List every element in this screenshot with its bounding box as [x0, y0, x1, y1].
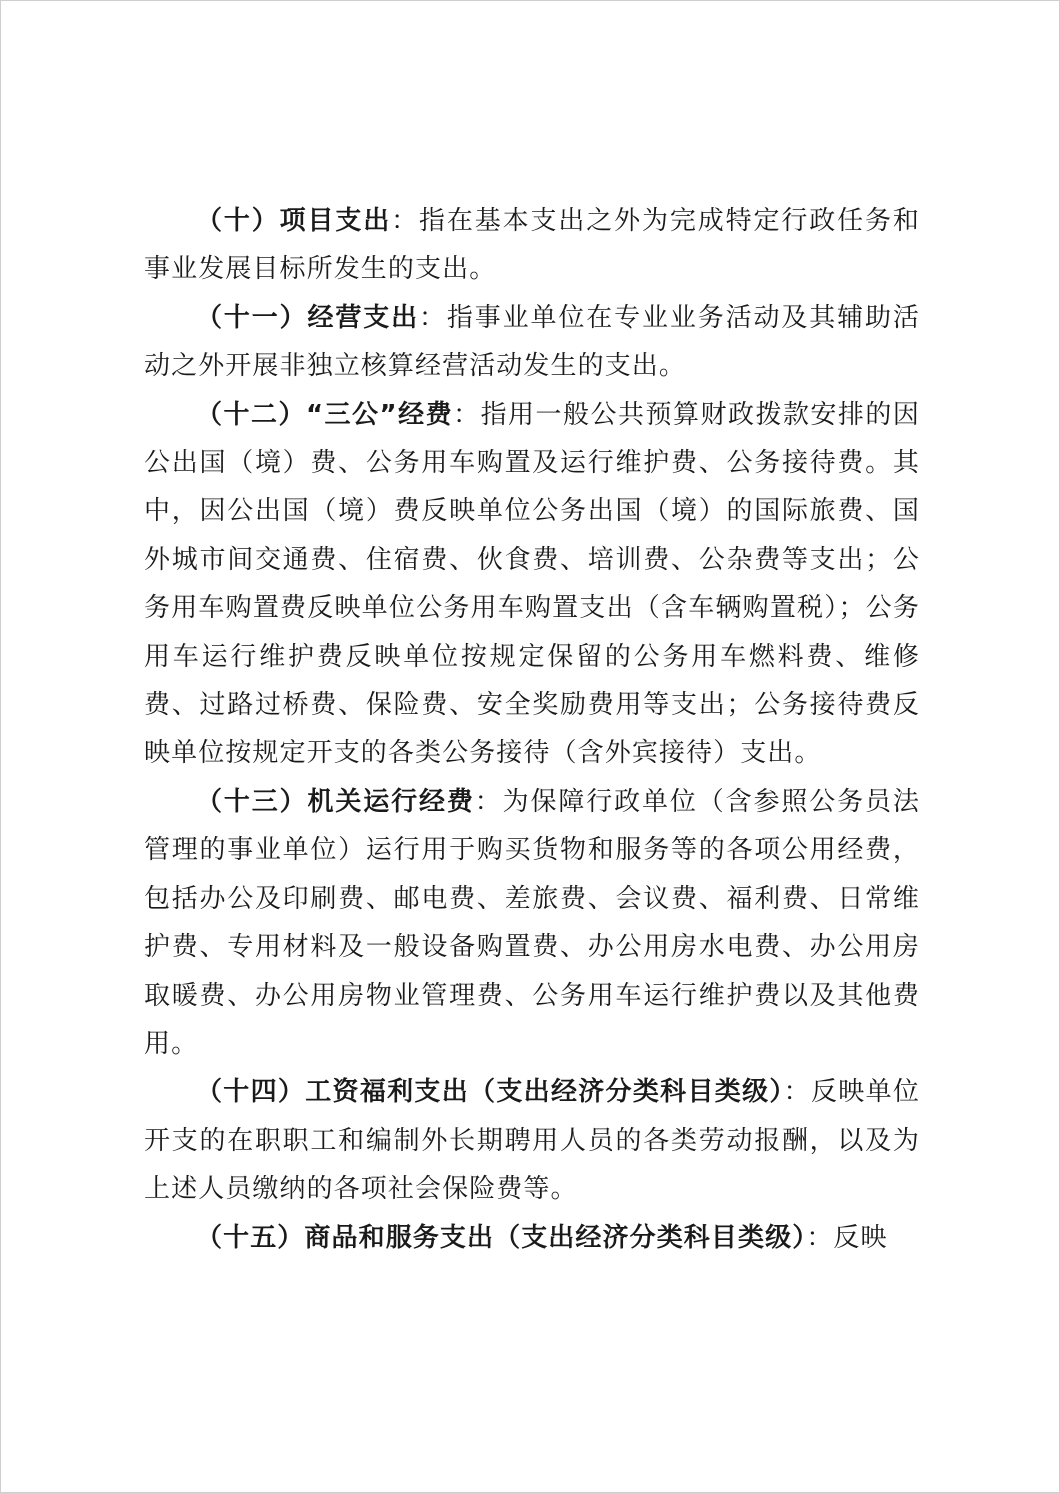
term-definition: ：指用一般公共预算财政拨款安排的因公出国（境）费、公务用车购置及运行维护费、公务接待费。其中，因公出国（境）费反映单位公务出国（境）的国际旅费、国外城市间交通费、住宿费、伙食费、培训费、公杂费等支出；公务用车购置费反映单位公务用车购置支出（含车辆购置税）；公务用车运行维护费反映单位按规定保留的公务用车燃料费、维修费、过路过桥费、保险费、安全奖励费用等支出；公务接待费反映单位按规定开支的各类公务接待（含外宾接待）支出。	[144, 399, 920, 769]
paragraph-agency-operating-funds	[144, 778, 920, 1068]
paragraph-project-expenditure	[144, 197, 920, 294]
term-definition: ：指事业单位在专业业务活动及其辅助活动之外开展非独立核算经营活动发生的支出。	[144, 302, 920, 382]
paragraph-wages-welfare	[144, 1068, 920, 1213]
paragraph-goods-services	[144, 1214, 920, 1262]
document-body	[144, 197, 920, 1262]
paragraph-three-public-expenses	[144, 391, 920, 778]
term-definition: ：指在基本支出之外为完成特定行政任务和事业发展目标所发生的支出。	[144, 206, 921, 285]
term-definition: ：反映	[806, 1222, 888, 1253]
term-heading: （十）项目支出	[196, 206, 392, 236]
term-heading: （十一）经营支出	[196, 302, 420, 333]
term-definition: ：反映单位开支的在职职工和编制外长期聘用人员的各类劳动报酬，以及为上述人员缴纳的各项社会保险费等。	[144, 1077, 920, 1205]
term-definition: ：为保障行政单位（含参照公务员法管理的事业单位）运行用于购买货物和服务等的各项公用经费，包括办公及印刷费、邮电费、差旅费、会议费、福利费、日常维护费、专用材料及一般设备购置费、办公用房水电费、办公用房取暖费、办公用房物业管理费、公务用车运行维护费以及其他费用。	[144, 786, 920, 1059]
paragraph-operating-expenditure	[144, 294, 920, 391]
term-heading: （十三）机关运行经费	[196, 786, 475, 817]
term-heading: （十五）商品和服务支出（支出经济分类科目类级）	[196, 1222, 807, 1253]
term-heading: （十四）工资福利支出（支出经济分类科目类级）	[196, 1077, 784, 1108]
term-heading: （十二）“三公”经费	[196, 399, 454, 430]
